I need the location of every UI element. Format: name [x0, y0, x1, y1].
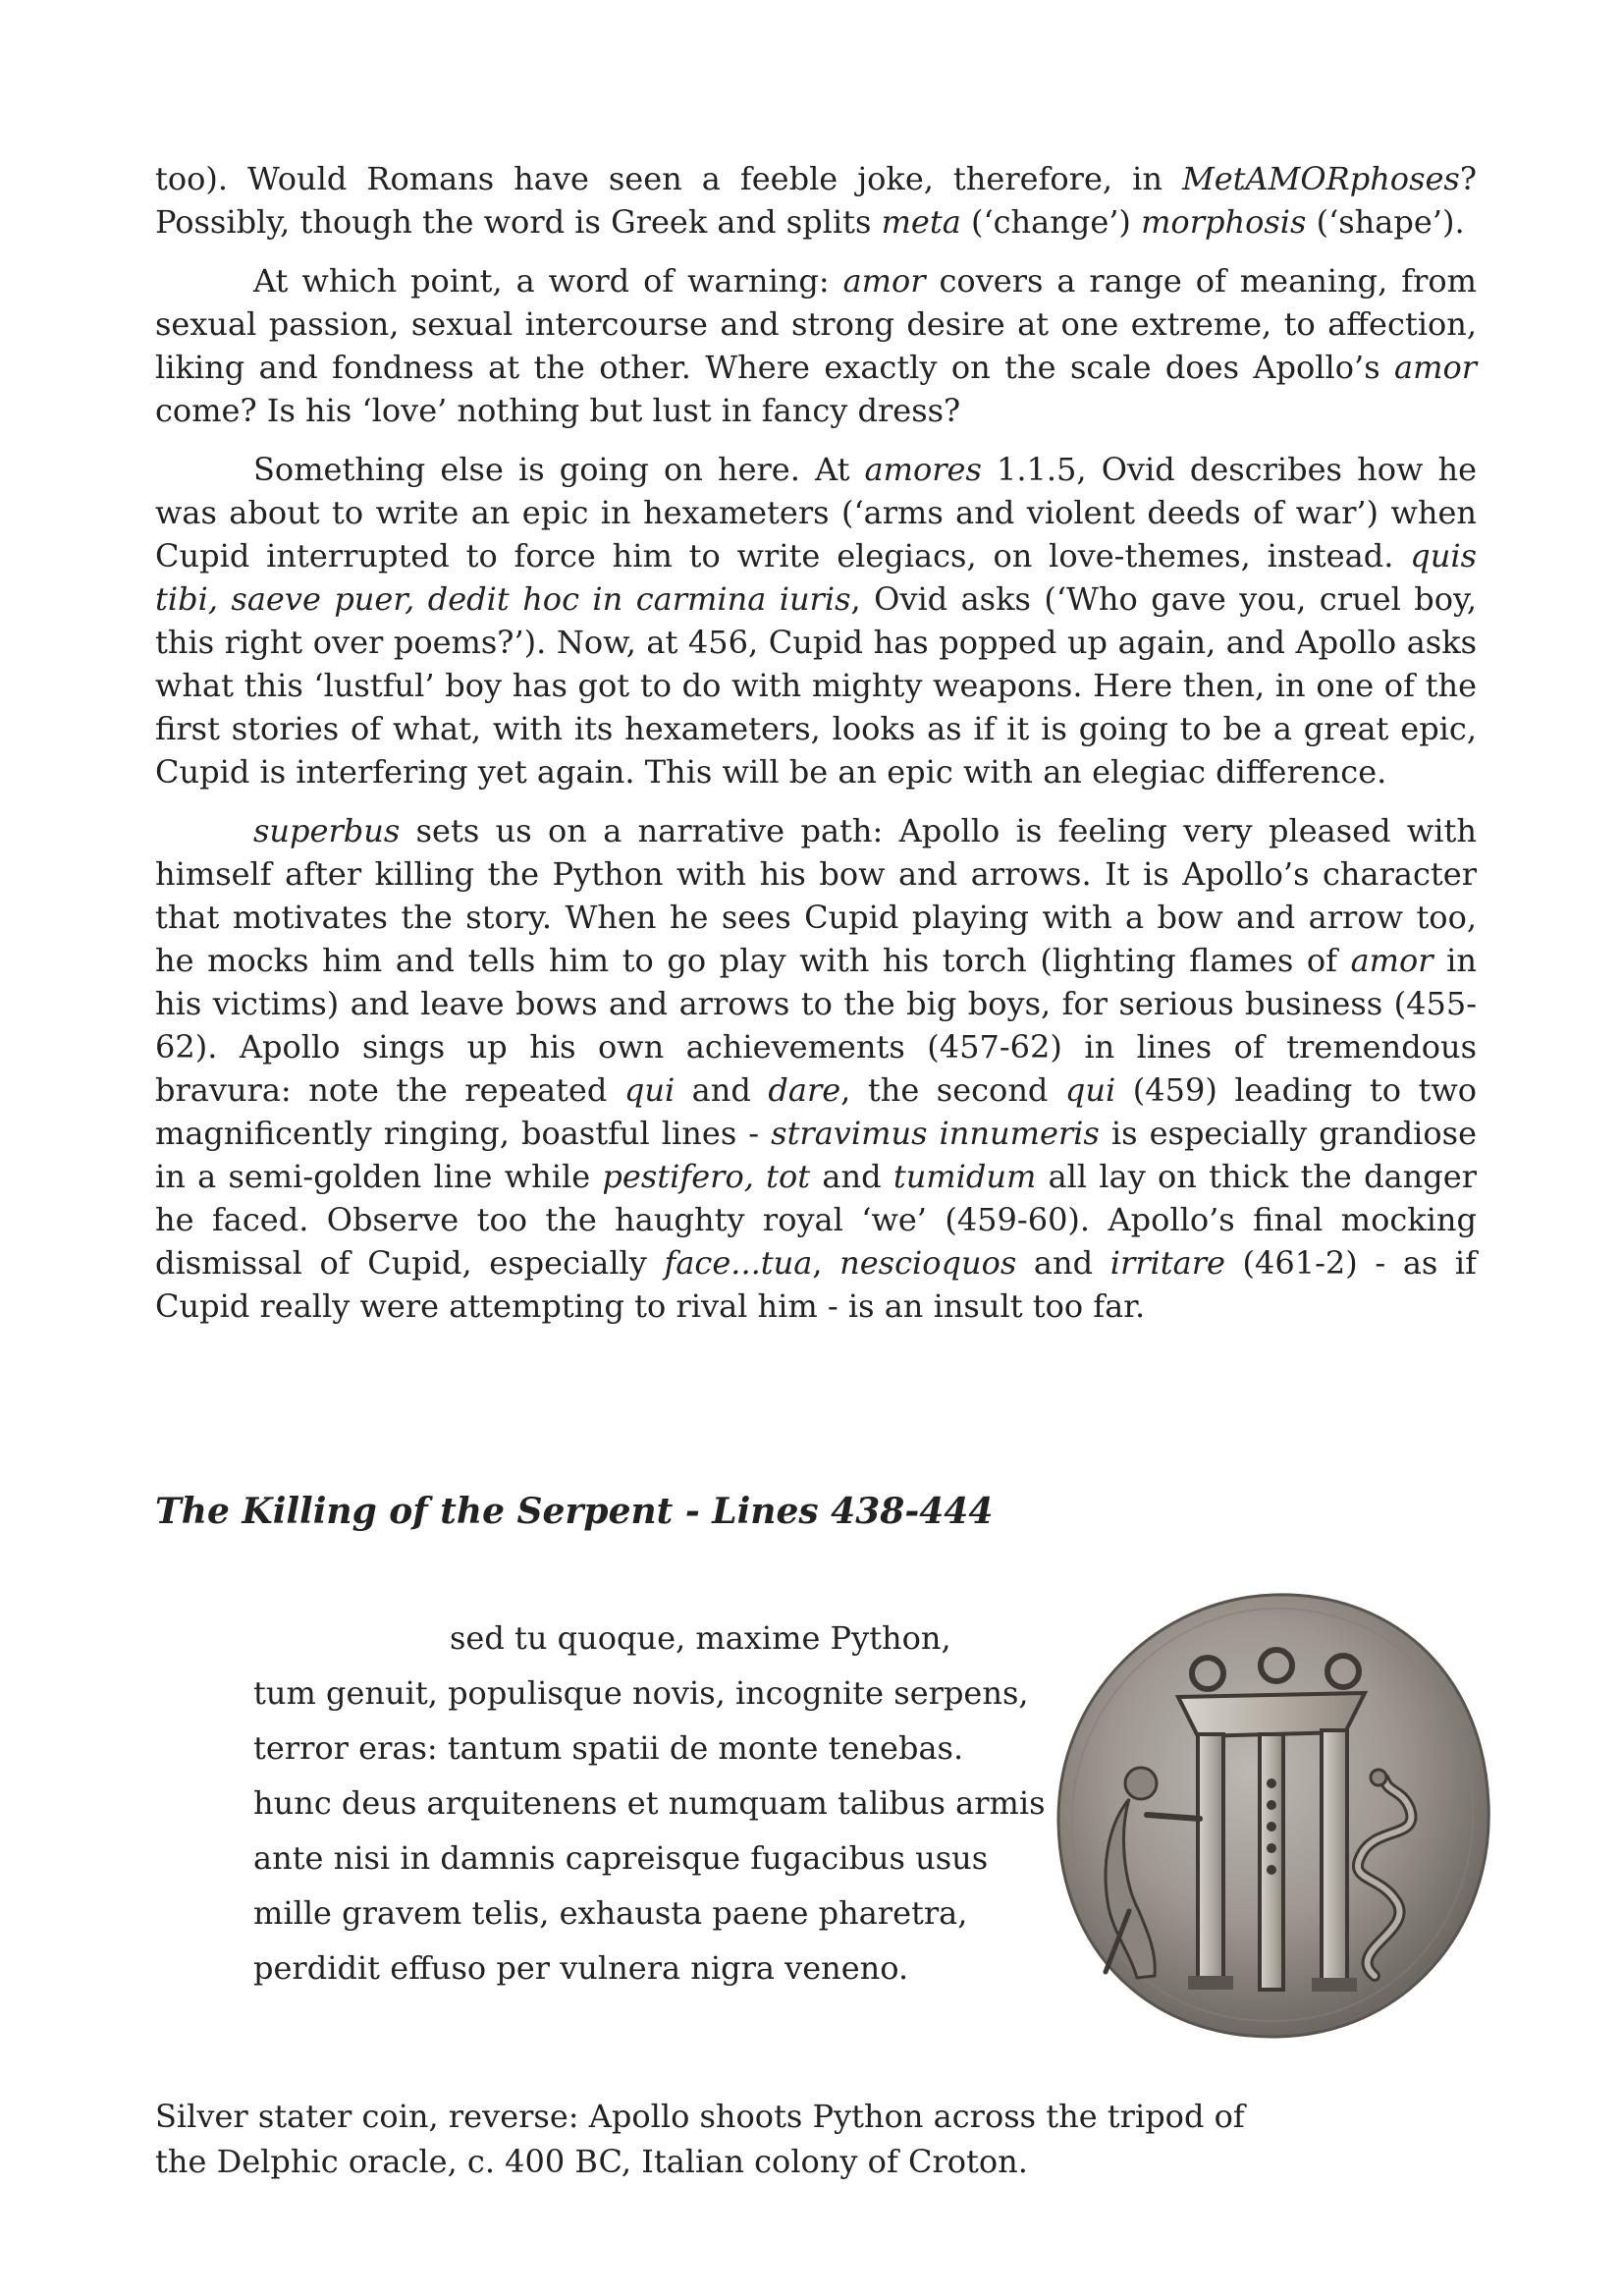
italic-term: nescioquos	[839, 1244, 1017, 1282]
italic-term: stravimus innumeris	[771, 1115, 1100, 1152]
paragraph	[155, 448, 1477, 793]
text-run: ? Possibly, though the word is Greek and splits	[155, 160, 1477, 241]
text-run: in his victims) and leave bows and arrows to the big boys, for serious business (455-62). Apollo sings up his own achievements (457-62) in lines of tremendous bravura: note the repeated	[155, 942, 1478, 1109]
poem-line: ante nisi in damnis capreisque fugacibus usus	[253, 1839, 989, 1877]
italic-term: dare	[768, 1071, 841, 1109]
italic-term: amores	[864, 451, 982, 488]
italic-term: amor	[1394, 349, 1477, 386]
italic-term: tumidum	[892, 1158, 1037, 1195]
italic-term: morphosis	[1141, 203, 1307, 241]
italic-term: amor	[1350, 942, 1433, 979]
text-run: 1.1.5, Ovid describes how he was about to write an epic in hexameters (‘arms and violent deeds of war’) when Cupid interrupted to force him to write elegiacs, on love-themes, instead.	[155, 451, 1477, 574]
text-run: come? Is his ‘love’ nothing but lust in fancy dress?	[155, 392, 961, 429]
poem-line: tum genuit, populisque novis, incognite serpens,	[253, 1674, 1029, 1712]
body-text	[155, 157, 1477, 1343]
poem-line: hunc deus arquitenens et numquam talibus armis	[253, 1784, 1046, 1822]
text-run: (461-2) - as if Cupid really were attempting to rival him - is an insult too far.	[155, 1244, 1478, 1325]
paragraph	[155, 259, 1477, 432]
text-run: and	[675, 1071, 769, 1109]
italic-term: pestifero, tot	[602, 1158, 811, 1195]
paragraph	[155, 157, 1477, 244]
image-caption: Silver stater coin, reverse: Apollo shoots Python across the tripod of the Delphic oracle, c. 400 BC, Italian colony of Croton.	[155, 2098, 1245, 2180]
italic-term: amor	[842, 262, 926, 300]
italic-term: qui	[1064, 1071, 1116, 1109]
text-run: (459) leading to two magnificently ringing, boastful lines -	[155, 1071, 1478, 1152]
poem-line: perdidit effuso per vulnera nigra veneno.	[253, 1949, 909, 1987]
coin-image	[1051, 1587, 1496, 2043]
text-run: Something else is going on here. At	[253, 451, 865, 488]
paragraph	[155, 809, 1477, 1328]
italic-term: face...tua	[664, 1244, 813, 1282]
text-run: sets us on a narrative path: Apollo is feeling very pleased with himself after killing the Python with his bow and arrows. It is Apollo’s character that motivates the story. When he sees Cupid playing with a bow and arrow too, he mocks him and tells him to go play with his torch (lighting flames of	[155, 812, 1477, 979]
poem-line: mille gravem telis, exhausta paene pharetra,	[253, 1894, 968, 1932]
tripod	[1178, 1650, 1365, 1992]
poem-line: terror eras: tantum spatii de monte tenebas.	[253, 1729, 964, 1767]
section-heading: The Killing of the Serpent - Lines 438-444	[155, 1491, 994, 1532]
italic-term: quis tibi, saeve puer, dedit hoc in carmina iuris	[155, 537, 1477, 618]
text-run: all lay on thick the danger he faced. Observe too the haughty royal ‘we’ (459-60). Apollo’s final mocking dismissal of Cupid, especially	[155, 1158, 1478, 1282]
text-run: , Ovid asks (‘Who gave you, cruel boy, this right over poems?’). Now, at 456, Cupid has popped up again, and Apollo asks what this ‘lustful’ boy has got to do with mighty weapons. Here then, in one of the first stories of what, with its hexameters, looks as if it is going to be a great epic, Cupid is interfering yet again. This will be an epic with an elegiac difference.	[155, 580, 1478, 791]
text-run: covers a range of meaning, from sexual passion, sexual intercourse and strong desire at one extreme, to affection, liking and fondness at the other. Where exactly on the scale does Apollo’s	[155, 262, 1478, 386]
italic-term: irritare	[1109, 1244, 1225, 1282]
text-run: At which point, a word of warning:	[253, 262, 843, 300]
text-run: ,	[812, 1244, 840, 1282]
text-run: and	[1016, 1244, 1110, 1282]
italic-term: MetAMORphoses	[1181, 160, 1460, 197]
italic-term: qui	[623, 1071, 676, 1109]
text-run: (‘shape’).	[1306, 203, 1465, 241]
italic-term: meta	[881, 203, 961, 241]
italic-term: superbus	[253, 812, 401, 849]
text-run: , the second	[840, 1071, 1065, 1109]
text-run: (‘change’)	[960, 203, 1142, 241]
text-run: too). Would Romans have seen a feeble joke, therefore, in	[155, 160, 1182, 197]
text-run: and	[810, 1158, 893, 1195]
text-run: is especially grandiose in a semi-golden line while	[155, 1115, 1477, 1195]
latin-poem	[253, 1611, 1045, 1995]
poem-line: sed tu quoque, maxime Python,	[450, 1619, 951, 1657]
